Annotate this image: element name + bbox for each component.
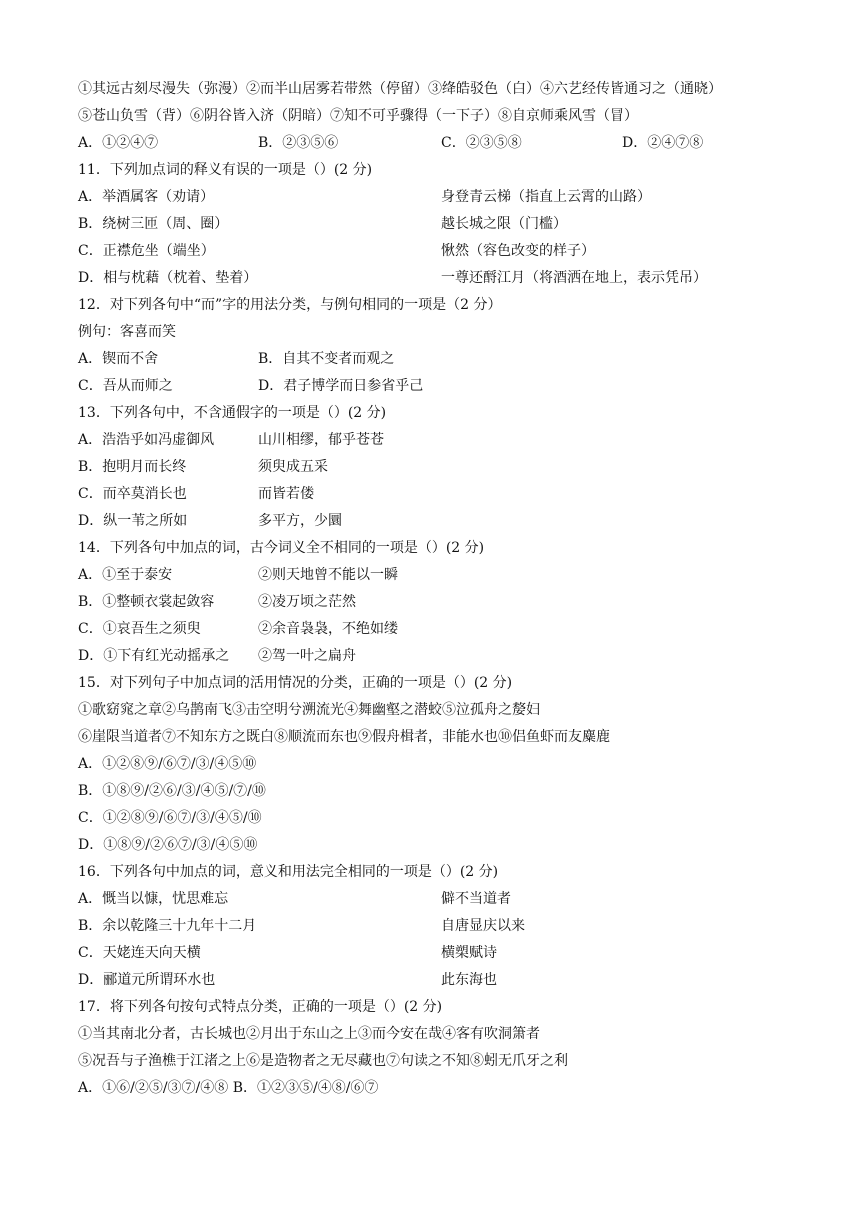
- option-text: C．正襟危坐（端坐）: [78, 243, 215, 259]
- option-text: D．君子博学而日参省乎己: [258, 378, 424, 394]
- text-line: ①当其南北分者，古长城也②月出于东山之上③而今安在哉④客有吹洞箫者: [78, 1026, 540, 1042]
- text-line: [78, 427, 788, 454]
- text-line: [78, 454, 788, 481]
- option-text: ②则天地曾不能以一瞬: [258, 567, 398, 583]
- option-text: 越长城之限（门槛）: [441, 216, 567, 232]
- exam-page: [78, 76, 788, 1102]
- text-line: [78, 589, 788, 616]
- option-text: A．①至于泰安: [78, 567, 173, 583]
- text-line: [78, 373, 788, 400]
- text-line: [78, 211, 788, 238]
- text-line: 15．对下列句子中加点词的活用情况的分类，正确的一项是（）(2 分): [78, 675, 513, 691]
- text-line: ⑤苍山负雪（背）⑥阴谷皆入济（阴暗）⑦知不可乎骤得（一下子）⑧自京师乘风雪（冒）: [78, 108, 638, 124]
- option-text: A．举酒属客（劝请）: [78, 189, 215, 205]
- option-text: A．浩浩乎如冯虚御风: [78, 432, 215, 448]
- text-line: [78, 238, 788, 265]
- text-line: ⑥崖限当道者⑦不知东方之既白⑧顺流而东也⑨假舟楫者，非能水也⑩侣鱼虾而友麋鹿: [78, 729, 610, 745]
- option-text: B．自其不变者而观之: [258, 351, 395, 367]
- option-text: D．相与枕藉（枕着、垫着）: [78, 270, 258, 286]
- option-text: 身登青云梯（指直上云霄的山路）: [441, 189, 651, 205]
- text-line: 12．对下列各句中“而”字的用法分类，与例句相同的一项是（2 分）: [78, 297, 502, 313]
- option-text: C．吾从而师之: [78, 378, 173, 394]
- text-line: [78, 967, 788, 994]
- text-line: [78, 886, 788, 913]
- option-text: D．①下有红光动摇承之: [78, 648, 230, 664]
- text-line: [78, 346, 788, 373]
- text-line: [78, 940, 788, 967]
- text-line: 11．下列加点词的释义有误的一项是（）(2 分): [78, 162, 373, 178]
- text-line: [78, 130, 788, 157]
- text-line: [78, 508, 788, 535]
- text-line: 16．下列各句中加点的词，意义和用法完全相同的一项是（）(2 分): [78, 864, 499, 880]
- option-text: B．①整顿衣裳起敛容: [78, 594, 215, 610]
- text-line: ⑤况吾与子渔樵于江渚之上⑥是造物者之无尽藏也⑦句读之不知⑧蚓无爪牙之利: [78, 1053, 568, 1069]
- option-text: B．②③⑤⑥: [258, 135, 339, 151]
- option-text: ②凌万顷之茫然: [258, 594, 356, 610]
- text-line: 例句：客喜而笑: [78, 324, 176, 340]
- option-text: ②驾一叶之扁舟: [258, 648, 356, 664]
- text-line: [78, 481, 788, 508]
- text-line: ①其远古刻尽漫失（弥漫）②而半山居雾若带然（停留）③绛皓驳色（白）④六艺经传皆通习之（通晓）: [78, 81, 722, 97]
- option-text: D．②④⑦⑧: [622, 135, 704, 151]
- option-text: 一尊还酹江月（将酒洒在地上，表示凭吊）: [441, 270, 707, 286]
- text-line: C．①②⑧⑨/⑥⑦/③/④⑤/⑩: [78, 810, 262, 826]
- option-text: B．抱明月而长终: [78, 459, 187, 475]
- option-text: 山川相缪，郁乎苍苍: [258, 432, 384, 448]
- option-text: D．纵一苇之所如: [78, 513, 188, 529]
- text-line: 14．下列各句中加点的词，古今词义全不相同的一项是（）(2 分): [78, 540, 485, 556]
- option-text: 须臾成五采: [258, 459, 328, 475]
- text-line: B．①⑧⑨/②⑥/③/④⑤/⑦/⑩: [78, 783, 266, 799]
- text-line: A．①⑥/②⑤/③⑦/④⑧ B．①②③⑤/④⑧/⑥⑦: [78, 1080, 379, 1096]
- option-text: C．②③⑤⑧: [441, 135, 522, 151]
- option-text: 横槊赋诗: [441, 945, 497, 961]
- text-line: [78, 913, 788, 940]
- option-text: 此东海也: [441, 972, 497, 988]
- text-line: ①歌窈窕之章②乌鹊南飞③击空明兮溯流光④舞幽壑之潜蛟⑤泣孤舟之嫠妇: [78, 702, 540, 718]
- text-line: 13．下列各句中，不含通假字的一项是（）(2 分): [78, 405, 387, 421]
- text-line: [78, 616, 788, 643]
- option-text: C．而卒莫消长也: [78, 486, 187, 502]
- option-text: ②余音袅袅，不绝如缕: [258, 621, 398, 637]
- text-line: [78, 643, 788, 670]
- option-text: C．天姥连天向天横: [78, 945, 201, 961]
- option-text: 而皆若偻: [258, 486, 314, 502]
- option-text: A．锲而不舍: [78, 351, 159, 367]
- text-line: A．①②⑧⑨/⑥⑦/③/④⑤⑩: [78, 756, 257, 772]
- option-text: B．余以乾隆三十九年十二月: [78, 918, 257, 934]
- option-text: D．郦道元所谓环水也: [78, 972, 216, 988]
- option-text: A．①②④⑦: [78, 135, 159, 151]
- text-line: 17．将下列各句按句式特点分类，正确的一项是（）(2 分): [78, 999, 443, 1015]
- option-text: 愀然（容色改变的样子）: [441, 243, 595, 259]
- text-line: D．①⑧⑨/②⑥⑦/③/④⑤⑩: [78, 837, 258, 853]
- option-text: B．绕树三匝（周、圈）: [78, 216, 229, 232]
- option-text: 僻不当道者: [441, 891, 511, 907]
- option-text: 多平方，少圜: [258, 513, 342, 529]
- option-text: C．①哀吾生之须臾: [78, 621, 201, 637]
- text-line: [78, 562, 788, 589]
- text-line: [78, 265, 788, 292]
- option-text: 自唐显庆以来: [441, 918, 525, 934]
- option-text: A．慨当以慷，忧思难忘: [78, 891, 229, 907]
- text-line: [78, 184, 788, 211]
